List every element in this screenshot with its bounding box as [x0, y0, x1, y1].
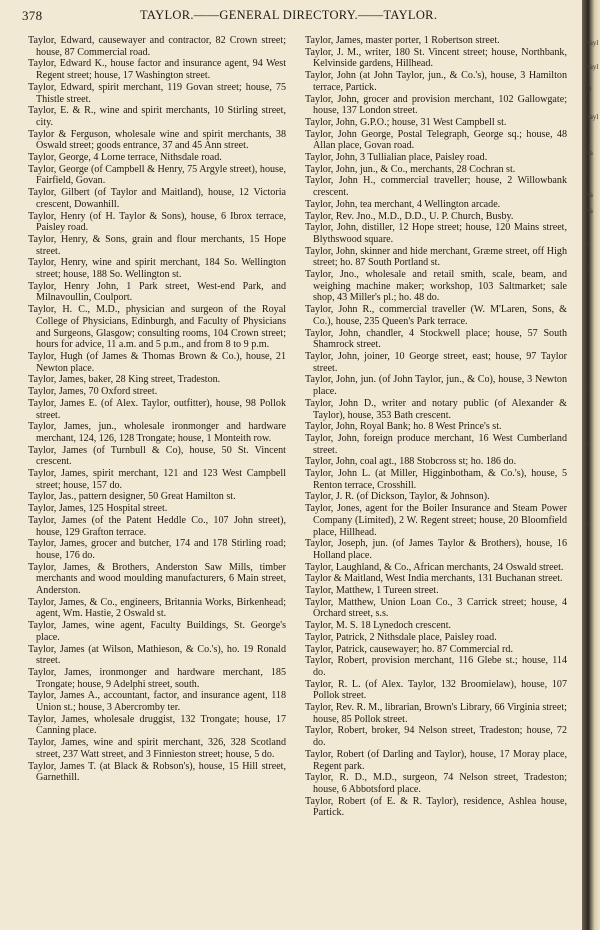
book-gutter [582, 0, 600, 930]
directory-entry: Taylor, James, wine and spirit merchant, 326, 328 Scotland street, 237 Watt street, and 3 Finnieston street; house, 5 do. [28, 737, 286, 760]
facing-page-fragment: T [586, 239, 591, 247]
facing-page-fragment: S [586, 55, 590, 63]
facing-page-fragment: h [586, 73, 590, 81]
directory-entry: Taylor, R. D., M.D., surgeon, 74 Nelson street, Tradeston; house, 6 Abbotsford place. [305, 772, 567, 795]
directory-entry: Taylor, Edward, spirit merchant, 119 Govan street; house, 75 Thistle street. [28, 81, 286, 105]
directory-entry: Taylor, James (at Wilson, Mathieson, & Co.'s), ho. 19 Ronald street. [28, 643, 286, 667]
directory-entry: Taylor & Maitland, West India merchants, 131 Buchanan street. [305, 573, 563, 585]
directory-entry: Taylor, Matthew, Union Loan Co., 3 Carrick street; house, 4 Orchard street, s.s. [305, 596, 567, 620]
directory-entry: Taylor, John, jun. (of John Taylor, jun., & Co), house, 3 Newton place. [305, 374, 567, 398]
directory-entry: Taylor, George (of Campbell & Henry, 75 Argyle street), house, Fairfield, Govan. [28, 163, 286, 187]
facing-page-fragment: Ta [586, 207, 593, 215]
directory-entry: Taylor, Hugh (of James & Thomas Brown & Co.), house, 21 Newton place. [28, 350, 286, 374]
directory-entry: Taylor, George, 4 Lorne terrace, Nithsdale road. [28, 152, 222, 164]
directory-entry: Taylor, James, master porter, 1 Robertson street. [305, 35, 500, 46]
directory-entry: Taylor, John (at John Taylor, jun., & Co.'s), house, 3 Hamilton terrace, Partick. [305, 70, 567, 93]
page-header [22, 6, 572, 24]
facing-page-fragment: D [586, 85, 592, 93]
directory-entry: Taylor, James, grocer and butcher, 174 and 178 Stirling road; house, 176 do. [28, 538, 286, 561]
directory-entry: Taylor, Henry, wine and spirit merchant, 184 So. Wellington street; house, 188 So. Wellington st. [28, 257, 286, 281]
directory-entry: Taylor, Edward, causewayer and contractor, 82 Crown street; house, 87 Commercial road. [28, 35, 286, 58]
directory-entry: Taylor, Robert (of E. & R. Taylor), residence, Ashlea house, Partick. [305, 795, 567, 819]
directory-entry: Taylor & Ferguson, wholesale wine and spirit merchants, 38 Oswald street; goods entrance, 37 and 45 Ann street. [28, 128, 286, 152]
directory-entry: Taylor, Patrick, causewayer; ho. 87 Commercial rd. [305, 643, 513, 655]
facing-page-fragment: Ta [586, 191, 593, 199]
directory-entry: Taylor, James, spirit merchant, 121 and 123 West Campbell street; house, 157 do. [28, 468, 286, 491]
directory-entry: Taylor, Edward K., house factor and insurance agent, 94 West Regent street; house, 17 Washington street. [28, 58, 286, 82]
directory-entry: Taylor, John, Royal Bank; ho. 8 West Prince's st. [305, 421, 502, 433]
directory-entry: Taylor, Robert (of Darling and Taylor), house, 17 Moray place, Regent park. [305, 748, 567, 772]
facing-page-fragment: Ta [586, 149, 593, 157]
directory-entry: Taylor, John, coal agt., 188 Stobcross st; ho. 186 do. [305, 456, 517, 468]
directory-entry: Taylor, James, 70 Oxford street. [28, 386, 158, 398]
directory-entry: Taylor, John H., commercial traveller; house, 2 Willowbank crescent. [305, 175, 567, 199]
facing-page-fragment: Tayl [586, 39, 599, 47]
directory-entry: Taylor, John L. (at Miller, Higginbotham, & Co.'s), house, 5 Renton terrace, Crosshill. [305, 468, 567, 491]
directory-entry: Taylor, Robert, provision merchant, 116 Glebe st.; house, 114 do. [305, 655, 567, 678]
directory-entry: Taylor, John, tea merchant, 4 Wellington arcade. [305, 198, 501, 210]
directory-entry: Taylor, Gilbert (of Taylor and Maitland), house, 12 Victoria crescent, Dowanhill. [28, 187, 286, 210]
directory-entry: Taylor, John, distiller, 12 Hope street; house, 120 Mains street, Blythswood square. [305, 222, 567, 245]
running-title: TAYLOR.——GENERAL DIRECTORY.——TAYLOR. [140, 8, 438, 22]
facing-page-fragment: l [586, 99, 588, 107]
directory-entry: Taylor, Jno., wholesale and retail smith, scale, beam, and weighing machine maker; workshop, 103 Saltmarket; sale shop, 43 Miller's pl.; ho. 48 do. [305, 269, 567, 304]
directory-entry: Taylor, Henry (of H. Taylor & Sons), house, 6 Ibrox terrace, Paisley road. [28, 210, 286, 234]
directory-entry: Taylor, James T. (at Black & Robson's), house, 15 Hill street, Garnethill. [28, 760, 286, 784]
directory-entry: Taylor, James, jun., wholesale ironmonger and hardware merchant, 124, 126, 128 Trongate; house, 1 Monteith row. [28, 421, 286, 444]
directory-entry: Taylor, Jones, agent for the Boiler Insurance and Steam Power Company (Limited), 2 W. Regent street; house, 20 Bloomfield place, Hillhead. [305, 503, 567, 538]
directory-entry: Taylor, Joseph, jun. (of James Taylor & Brothers), house, 16 Holland place. [305, 538, 567, 561]
directory-entry: Taylor, James A., accountant, factor, and insurance agent, 118 Union st.; house, 3 Abercromby ter. [28, 690, 286, 714]
directory-entry: Taylor, E. & R., wine and spirit merchants, 10 Stirling street, city. [28, 105, 286, 128]
directory-entry: Taylor, James, 125 Hospital street. [28, 503, 168, 515]
directory-entry: Taylor, R. L. (of Alex. Taylor, 132 Broomielaw), house, 107 Pollok street. [305, 678, 567, 702]
facing-page-fragment: b [586, 174, 590, 182]
directory-entry: Taylor, John, joiner, 10 George street, east; house, 97 Taylor street. [305, 350, 567, 374]
directory-entry: Taylor, James, & Brothers, Anderston Saw Mills, timber merchants and wood moulding manufacturers, 6 Main street, Anderston. [28, 561, 286, 597]
directory-entry: Taylor, Matthew, 1 Tureen street. [305, 585, 439, 597]
directory-entry: Taylor, M. S. 18 Lynedoch crescent. [305, 620, 452, 632]
left-column [28, 35, 286, 784]
directory-entry: Taylor, Laughland, & Co., African merchants, 24 Oswald street. [305, 561, 564, 573]
directory-entry: Taylor, John, skinner and hide merchant, Græme street, off High street; ho. 87 South Portland st. [305, 245, 567, 269]
directory-entry: Taylor, James, & Co., engineers, Britannia Works, Birkenhead; agent, Wm. Hastie, 2 Oswald st. [28, 596, 286, 620]
facing-page-fragment: Tayl [586, 113, 599, 121]
directory-entry: Taylor, J. R. (of Dickson, Taylor, & Johnson). [305, 491, 490, 503]
directory-entry: Taylor, James, wine agent, Faculty Buildings, St. George's place. [28, 620, 286, 643]
directory-entry: Taylor, Henry, & Sons, grain and flour merchants, 15 Hope street. [28, 233, 286, 257]
directory-entry: Taylor, James, ironmonger and hardware merchant, 185 Trongate; house, 9 Adelphi street, south. [28, 666, 286, 690]
facing-page-fragment: T [586, 264, 591, 272]
directory-entry: Taylor, John D., writer and notary public (of Alexander & Taylor), house, 353 Bath crescent. [305, 397, 567, 421]
directory-entry: Taylor, Henry John, 1 Park street, West-end Park, and Milnavoullin, Coulport. [28, 280, 286, 304]
facing-page-fragment: T [586, 439, 591, 447]
directory-entry: Taylor, J. M., writer, 180 St. Vincent street; house, Northbank, Kelvinside gardens, Hillhead. [305, 46, 567, 70]
directory-entry: Taylor, Jas., pattern designer, 50 Great Hamilton st. [28, 491, 236, 503]
directory-entry: Taylor, John, G.P.O.; house, 31 West Campbell st. [305, 116, 507, 128]
facing-page-fragment: T [586, 519, 591, 527]
directory-entry: Taylor, John R., commercial traveller (W. M'Laren, Sons, & Co.), house, 235 Queen's Park terrace. [305, 304, 567, 327]
directory-entry: Taylor, Robert, broker, 94 Nelson street, Tradeston; house, 72 do. [305, 725, 567, 749]
facing-page-fragment: Tayl [586, 63, 599, 71]
facing-page-fragment: l [586, 131, 588, 139]
directory-entry: Taylor, John, foreign produce merchant, 16 West Cumberland street. [305, 432, 567, 456]
directory-entry: Taylor, James, baker, 28 King street, Tradeston. [28, 374, 221, 386]
directory-entry: Taylor, John, chandler, 4 Stockwell place; house, 57 South Shamrock street. [305, 327, 567, 351]
directory-entry: Taylor, John, grocer and provision merchant, 102 Gallowgate; house, 137 London street. [305, 93, 567, 117]
directory-entry: Taylor, James (of Turnbull & Co), house, 50 St. Vincent crescent. [28, 444, 286, 468]
directory-entry: Taylor, H. C., M.D., physician and surgeon of the Royal College of Physicians, Edinburgh, and Faculty of Physicians and Surgeons, Glasgow; consulting rooms, 104 Crown street; hours for advice, 11 a.m. and 5 p.m., and from 8 to 9 p.m. [28, 304, 286, 351]
directory-entry: Taylor, John, jun., & Co., merchants, 28 Cochran st. [305, 163, 516, 175]
directory-entry: Taylor, Patrick, 2 Nithsdale place, Paisley road. [305, 631, 497, 643]
directory-entry: Taylor, John George, Postal Telegraph, George sq.; house, 48 Allan place, Govan road. [305, 128, 567, 152]
right-column [305, 35, 567, 819]
directory-entry: Taylor, James (of the Patent Heddle Co., 107 John street), house, 129 Grafton terrace. [28, 514, 286, 538]
directory-entry: Taylor, Rev. R. M., librarian, Brown's Library, 66 Virginia street; house, 85 Pollok street. [305, 702, 567, 725]
directory-entry: Taylor, James, wholesale druggist, 132 Trongate; house, 17 Canning place. [28, 713, 286, 737]
facing-page-fragment: T [586, 379, 591, 387]
directory-entry: Taylor, Rev. Jno., M.D., D.D., U. P. Church, Busby. [305, 210, 514, 222]
directory-entry: Taylor, James E. (of Alex. Taylor, outfitter), house, 98 Pollok street. [28, 397, 286, 421]
page-number: 378 [22, 8, 43, 23]
directory-entry: Taylor, John, 3 Tullialian place, Paisley road. [305, 152, 488, 164]
